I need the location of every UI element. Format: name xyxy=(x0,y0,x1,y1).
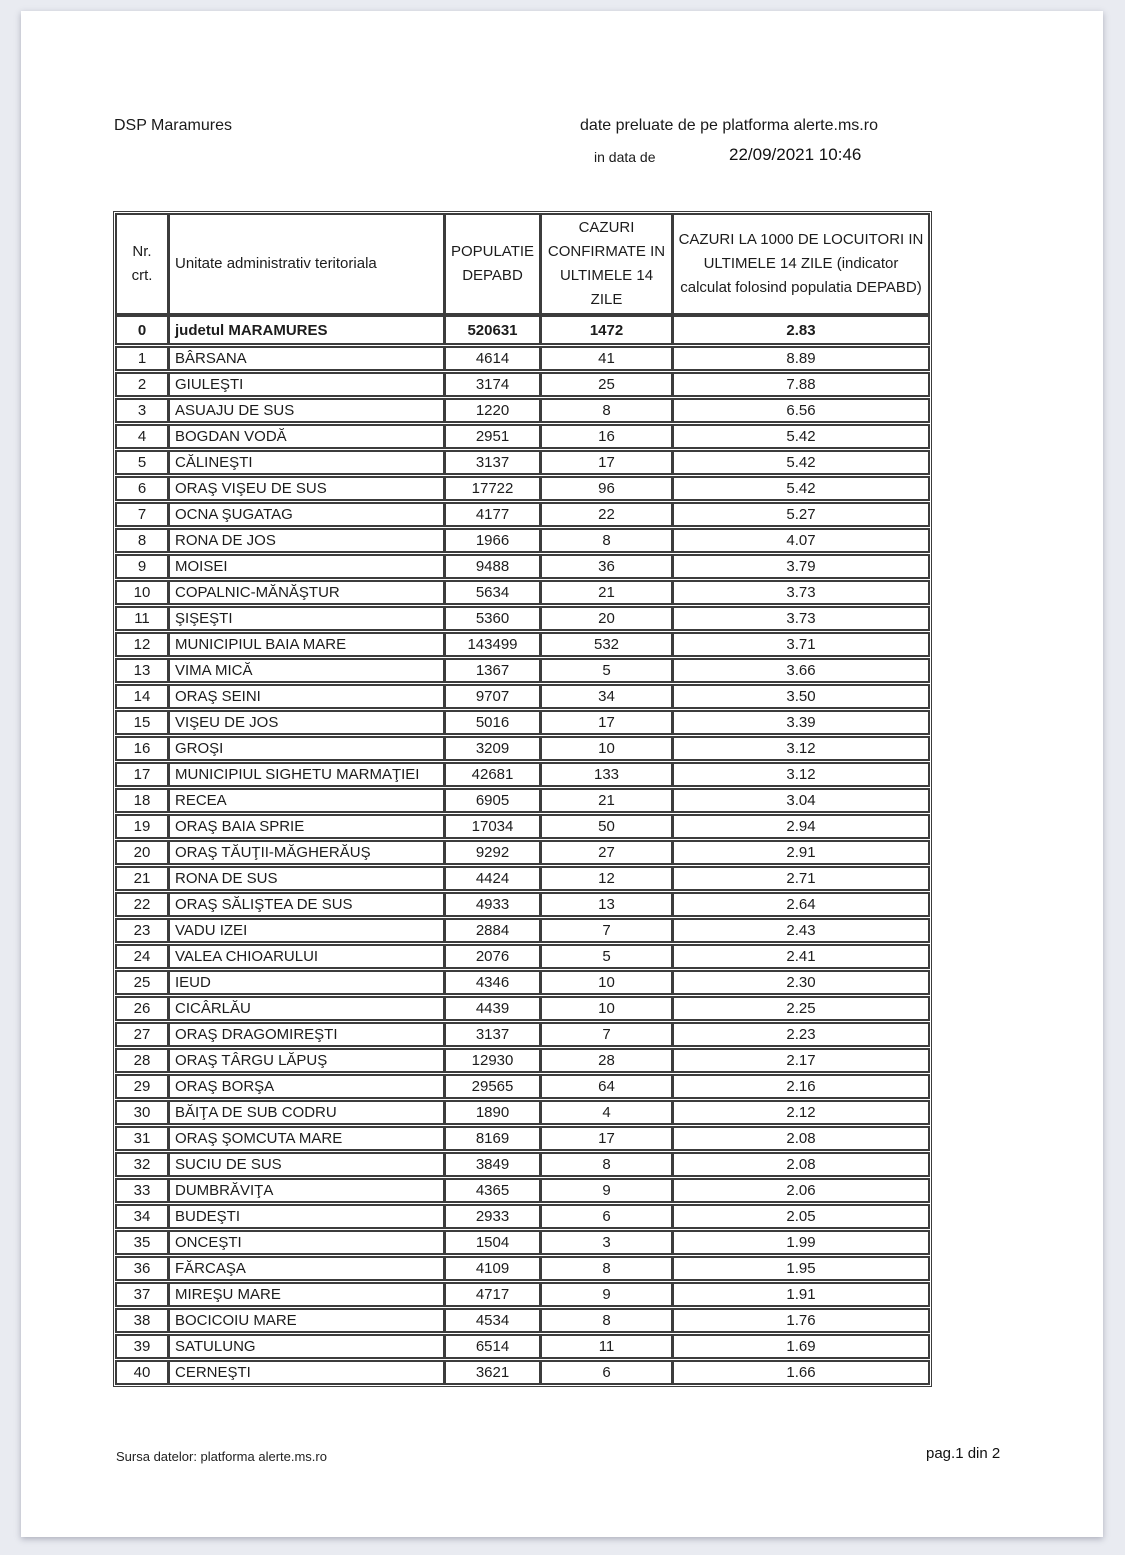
row-nr: 39 xyxy=(133,1338,151,1355)
row-rata: 3.04 xyxy=(671,790,928,811)
row-rata: 2.71 xyxy=(671,868,928,889)
row-rata: 3.71 xyxy=(671,634,928,655)
row-populatie: 6905 xyxy=(443,790,539,811)
row-rata: 3.50 xyxy=(671,686,928,707)
row-nr: 3 xyxy=(137,402,147,419)
row-nr: 11 xyxy=(134,610,150,627)
table-row xyxy=(115,918,930,943)
row-populatie: 4534 xyxy=(443,1310,539,1331)
row-cazuri: 28 xyxy=(539,1050,671,1071)
row-unitate: BOGDAN VODĂ xyxy=(167,426,443,447)
row-unitate: ORAŞ SEINI xyxy=(167,686,443,707)
table-row xyxy=(115,684,930,709)
row-rata: 7.88 xyxy=(671,374,928,395)
row-unitate: VIMA MICĂ xyxy=(167,660,443,681)
row-nr: 38 xyxy=(133,1312,151,1329)
row-populatie: 6514 xyxy=(443,1336,539,1357)
row-cazuri: 8 xyxy=(539,1310,671,1331)
row-unitate: RONA DE SUS xyxy=(167,868,443,889)
table-row xyxy=(115,424,930,449)
row-nr: 1 xyxy=(137,350,147,367)
document-page xyxy=(21,11,1103,1537)
row-nr: 6 xyxy=(137,480,147,497)
row-cazuri: 17 xyxy=(539,712,671,733)
row-rata: 2.43 xyxy=(671,920,928,941)
row-unitate: ŞIŞEŞTI xyxy=(167,608,443,629)
table-row xyxy=(115,1308,930,1333)
row-cazuri: 27 xyxy=(539,842,671,863)
header-cazuri-la-1000: CAZURI LA 1000 DE LOCUITORI IN ULTIMELE 14 ZILE (indicator calculat folosind populatia DEPABD) xyxy=(671,215,928,313)
row-nr: 13 xyxy=(133,662,151,679)
row-rata: 5.42 xyxy=(671,452,928,473)
row-unitate: ORAŞ BAIA SPRIE xyxy=(167,816,443,837)
row-unitate: CĂLINEŞTI xyxy=(167,452,443,473)
row-rata: 2.23 xyxy=(671,1024,928,1045)
table-row xyxy=(115,658,930,683)
table-row xyxy=(115,710,930,735)
row-rata: 4.07 xyxy=(671,530,928,551)
row-populatie: 1966 xyxy=(443,530,539,551)
row-populatie: 3137 xyxy=(443,452,539,473)
table-row xyxy=(115,606,930,631)
row-rata: 3.66 xyxy=(671,660,928,681)
row-unitate: ORAŞ ŞOMCUTA MARE xyxy=(167,1128,443,1149)
row-unitate: MIREŞU MARE xyxy=(167,1284,443,1305)
row-populatie: 3621 xyxy=(443,1362,539,1383)
row-nr: 15 xyxy=(133,714,151,731)
row-rata: 2.08 xyxy=(671,1154,928,1175)
table-row xyxy=(115,996,930,1021)
row-populatie: 5634 xyxy=(443,582,539,603)
row-cazuri: 41 xyxy=(539,348,671,369)
table-row xyxy=(115,528,930,553)
date-value: 22/09/2021 10:46 xyxy=(729,145,862,164)
row-populatie: 2076 xyxy=(443,946,539,967)
row-populatie: 9292 xyxy=(443,842,539,863)
table-row xyxy=(115,398,930,423)
row-cazuri: 96 xyxy=(539,478,671,499)
row-rata: 8.89 xyxy=(671,348,928,369)
row-unitate: BOCICOIU MARE xyxy=(167,1310,443,1331)
row-cazuri: 17 xyxy=(539,452,671,473)
row-unitate: judetul MARAMURES xyxy=(167,317,443,343)
date-label: in data de xyxy=(594,149,656,165)
row-nr: 9 xyxy=(137,558,147,575)
row-rata: 2.94 xyxy=(671,816,928,837)
table-row xyxy=(115,970,930,995)
row-unitate: ORAŞ BORŞA xyxy=(167,1076,443,1097)
row-cazuri: 1472 xyxy=(539,317,671,343)
row-cazuri: 7 xyxy=(539,920,671,941)
row-nr: 23 xyxy=(133,922,151,939)
row-nr: 31 xyxy=(133,1130,151,1147)
table-row xyxy=(115,1048,930,1073)
row-nr: 4 xyxy=(137,428,147,445)
row-cazuri: 11 xyxy=(539,1336,671,1357)
row-cazuri: 8 xyxy=(539,1258,671,1279)
table-row xyxy=(115,944,930,969)
row-cazuri: 8 xyxy=(539,530,671,551)
row-rata: 2.83 xyxy=(671,317,928,343)
row-cazuri: 13 xyxy=(539,894,671,915)
row-cazuri: 6 xyxy=(539,1206,671,1227)
row-unitate: ORAŞ TÂRGU LĂPUŞ xyxy=(167,1050,443,1071)
row-cazuri: 21 xyxy=(539,582,671,603)
row-unitate: ONCEŞTI xyxy=(167,1232,443,1253)
header-cazuri-confirmate: CAZURI CONFIRMATE IN ULTIMELE 14 ZILE xyxy=(539,215,671,313)
row-populatie: 143499 xyxy=(443,634,539,655)
row-rata: 1.69 xyxy=(671,1336,928,1357)
footer-source: Sursa datelor: platforma alerte.ms.ro xyxy=(116,1449,327,1464)
table-row xyxy=(115,632,930,657)
row-rata: 3.39 xyxy=(671,712,928,733)
header-unitate: Unitate administrativ teritoriala xyxy=(167,215,443,313)
row-unitate: IEUD xyxy=(167,972,443,993)
row-unitate: RECEA xyxy=(167,790,443,811)
row-cazuri: 10 xyxy=(539,738,671,759)
row-cazuri: 9 xyxy=(539,1284,671,1305)
row-populatie: 42681 xyxy=(443,764,539,785)
row-populatie: 4424 xyxy=(443,868,539,889)
row-nr: 16 xyxy=(133,740,151,757)
row-cazuri: 64 xyxy=(539,1076,671,1097)
row-unitate: ORAŞ TĂUŢII-MĂGHERĂUŞ xyxy=(167,842,443,863)
row-populatie: 3174 xyxy=(443,374,539,395)
row-unitate: SATULUNG xyxy=(167,1336,443,1357)
row-cazuri: 532 xyxy=(539,634,671,655)
table-header-row xyxy=(115,213,930,315)
row-populatie: 2933 xyxy=(443,1206,539,1227)
row-unitate: GIULEŞTI xyxy=(167,374,443,395)
row-unitate: ORAŞ VIŞEU DE SUS xyxy=(167,478,443,499)
row-nr: 18 xyxy=(133,792,151,809)
row-populatie: 4614 xyxy=(443,348,539,369)
row-unitate: DUMBRĂVIŢA xyxy=(167,1180,443,1201)
row-populatie: 29565 xyxy=(443,1076,539,1097)
row-rata: 3.12 xyxy=(671,764,928,785)
row-rata: 2.41 xyxy=(671,946,928,967)
row-nr: 27 xyxy=(133,1026,151,1043)
row-cazuri: 3 xyxy=(539,1232,671,1253)
row-populatie: 1220 xyxy=(443,400,539,421)
row-rata: 2.17 xyxy=(671,1050,928,1071)
row-unitate: VALEA CHIOARULUI xyxy=(167,946,443,967)
row-cazuri: 25 xyxy=(539,374,671,395)
row-populatie: 1367 xyxy=(443,660,539,681)
data-source-line: date preluate de pe platforma alerte.ms.ro xyxy=(580,117,878,134)
row-unitate: CICÂRLĂU xyxy=(167,998,443,1019)
row-populatie: 4177 xyxy=(443,504,539,525)
row-rata: 3.12 xyxy=(671,738,928,759)
row-nr: 34 xyxy=(133,1208,151,1225)
table-row xyxy=(115,315,930,345)
table-row xyxy=(115,450,930,475)
table-row xyxy=(115,1126,930,1151)
table-row xyxy=(115,1100,930,1125)
row-unitate: GROŞI xyxy=(167,738,443,759)
row-rata: 5.42 xyxy=(671,426,928,447)
table-row xyxy=(115,762,930,787)
row-nr: 5 xyxy=(137,454,147,471)
row-cazuri: 9 xyxy=(539,1180,671,1201)
row-populatie: 3209 xyxy=(443,738,539,759)
table-row xyxy=(115,1204,930,1229)
org-title: DSP Maramures xyxy=(114,117,232,134)
row-rata: 1.99 xyxy=(671,1232,928,1253)
table-body xyxy=(115,315,930,1385)
row-unitate: SUCIU DE SUS xyxy=(167,1154,443,1175)
table-row xyxy=(115,814,930,839)
table-row xyxy=(115,554,930,579)
footer-page-number: pag.1 din 2 xyxy=(926,1445,1001,1462)
row-nr: 32 xyxy=(133,1156,151,1173)
row-rata: 2.64 xyxy=(671,894,928,915)
row-unitate: RONA DE JOS xyxy=(167,530,443,551)
row-populatie: 3849 xyxy=(443,1154,539,1175)
row-populatie: 1890 xyxy=(443,1102,539,1123)
row-rata: 6.56 xyxy=(671,400,928,421)
row-unitate: CERNEŞTI xyxy=(167,1362,443,1383)
header-populatie: POPULATIE DEPABD xyxy=(443,215,539,313)
row-cazuri: 7 xyxy=(539,1024,671,1045)
row-unitate: MUNICIPIUL SIGHETU MARMAŢIEI xyxy=(167,764,443,785)
row-rata: 2.25 xyxy=(671,998,928,1019)
row-nr: 37 xyxy=(133,1286,151,1303)
row-populatie: 4439 xyxy=(443,998,539,1019)
row-nr: 0 xyxy=(137,321,147,339)
row-cazuri: 5 xyxy=(539,946,671,967)
row-populatie: 3137 xyxy=(443,1024,539,1045)
row-rata: 2.12 xyxy=(671,1102,928,1123)
row-unitate: OCNA ŞUGATAG xyxy=(167,504,443,525)
row-unitate: MOISEI xyxy=(167,556,443,577)
row-populatie: 17034 xyxy=(443,816,539,837)
row-populatie: 9707 xyxy=(443,686,539,707)
table-row xyxy=(115,1178,930,1203)
row-populatie: 8169 xyxy=(443,1128,539,1149)
date-line xyxy=(524,145,934,169)
row-populatie: 5016 xyxy=(443,712,539,733)
row-rata: 1.95 xyxy=(671,1258,928,1279)
table-row xyxy=(115,736,930,761)
row-cazuri: 8 xyxy=(539,400,671,421)
row-nr: 14 xyxy=(133,688,151,705)
row-populatie: 4109 xyxy=(443,1258,539,1279)
table-row xyxy=(115,1256,930,1281)
row-populatie: 520631 xyxy=(443,317,539,343)
row-rata: 2.05 xyxy=(671,1206,928,1227)
row-populatie: 2884 xyxy=(443,920,539,941)
row-unitate: VADU IZEI xyxy=(167,920,443,941)
row-populatie: 17722 xyxy=(443,478,539,499)
row-rata: 2.06 xyxy=(671,1180,928,1201)
row-rata: 3.79 xyxy=(671,556,928,577)
table-row xyxy=(115,1334,930,1359)
row-rata: 2.30 xyxy=(671,972,928,993)
row-nr: 26 xyxy=(133,1000,151,1017)
row-cazuri: 21 xyxy=(539,790,671,811)
row-cazuri: 10 xyxy=(539,972,671,993)
row-nr: 25 xyxy=(133,974,151,991)
row-cazuri: 34 xyxy=(539,686,671,707)
row-populatie: 4933 xyxy=(443,894,539,915)
row-nr: 30 xyxy=(133,1104,151,1121)
table-row xyxy=(115,840,930,865)
row-populatie: 4717 xyxy=(443,1284,539,1305)
row-nr: 2 xyxy=(137,376,147,393)
row-unitate: ORAŞ DRAGOMIREŞTI xyxy=(167,1024,443,1045)
table-row xyxy=(115,866,930,891)
table-row xyxy=(115,372,930,397)
row-unitate: BÂRSANA xyxy=(167,348,443,369)
row-cazuri: 10 xyxy=(539,998,671,1019)
row-nr: 8 xyxy=(137,532,147,549)
row-nr: 19 xyxy=(133,818,151,835)
row-cazuri: 36 xyxy=(539,556,671,577)
row-unitate: FĂRCAŞA xyxy=(167,1258,443,1279)
row-populatie: 4365 xyxy=(443,1180,539,1201)
row-rata: 5.27 xyxy=(671,504,928,525)
row-cazuri: 20 xyxy=(539,608,671,629)
table-row xyxy=(115,892,930,917)
row-nr: 10 xyxy=(133,584,151,601)
table-row xyxy=(115,1230,930,1255)
row-cazuri: 8 xyxy=(539,1154,671,1175)
row-nr: 12 xyxy=(133,636,151,653)
row-nr: 24 xyxy=(133,948,151,965)
table-row xyxy=(115,502,930,527)
table-row xyxy=(115,1360,930,1385)
row-populatie: 1504 xyxy=(443,1232,539,1253)
table-row xyxy=(115,1282,930,1307)
row-nr: 28 xyxy=(133,1052,151,1069)
row-rata: 3.73 xyxy=(671,608,928,629)
row-rata: 1.91 xyxy=(671,1284,928,1305)
row-nr: 20 xyxy=(133,844,151,861)
row-rata: 2.16 xyxy=(671,1076,928,1097)
row-unitate: VIŞEU DE JOS xyxy=(167,712,443,733)
row-populatie: 2951 xyxy=(443,426,539,447)
row-unitate: MUNICIPIUL BAIA MARE xyxy=(167,634,443,655)
row-nr: 17 xyxy=(133,766,151,783)
table-row xyxy=(115,1022,930,1047)
row-nr: 21 xyxy=(133,870,151,887)
row-unitate: BUDEŞTI xyxy=(167,1206,443,1227)
row-nr: 33 xyxy=(133,1182,151,1199)
row-populatie: 4346 xyxy=(443,972,539,993)
row-rata: 5.42 xyxy=(671,478,928,499)
row-rata: 1.66 xyxy=(671,1362,928,1383)
row-cazuri: 6 xyxy=(539,1362,671,1383)
row-cazuri: 133 xyxy=(539,764,671,785)
row-cazuri: 16 xyxy=(539,426,671,447)
row-nr: 7 xyxy=(137,506,147,523)
row-nr: 35 xyxy=(133,1234,151,1251)
row-cazuri: 50 xyxy=(539,816,671,837)
row-nr: 22 xyxy=(133,896,151,913)
row-rata: 1.76 xyxy=(671,1310,928,1331)
table-row xyxy=(115,476,930,501)
cases-table xyxy=(113,211,932,1387)
row-populatie: 12930 xyxy=(443,1050,539,1071)
row-populatie: 9488 xyxy=(443,556,539,577)
row-cazuri: 12 xyxy=(539,868,671,889)
row-nr: 36 xyxy=(133,1260,151,1277)
row-cazuri: 17 xyxy=(539,1128,671,1149)
table-row xyxy=(115,346,930,371)
header-nr-crt: Nr. crt. xyxy=(131,243,153,284)
table-row xyxy=(115,580,930,605)
row-populatie: 5360 xyxy=(443,608,539,629)
row-nr: 29 xyxy=(133,1078,151,1095)
row-rata: 3.73 xyxy=(671,582,928,603)
row-unitate: ASUAJU DE SUS xyxy=(167,400,443,421)
row-unitate: COPALNIC-MĂNĂŞTUR xyxy=(167,582,443,603)
row-cazuri: 4 xyxy=(539,1102,671,1123)
table-row xyxy=(115,1074,930,1099)
row-rata: 2.91 xyxy=(671,842,928,863)
row-unitate: ORAŞ SĂLIŞTEA DE SUS xyxy=(167,894,443,915)
table-row xyxy=(115,1152,930,1177)
row-rata: 2.08 xyxy=(671,1128,928,1149)
row-cazuri: 5 xyxy=(539,660,671,681)
table-row xyxy=(115,788,930,813)
row-nr: 40 xyxy=(133,1364,151,1381)
row-unitate: BĂIŢA DE SUB CODRU xyxy=(167,1102,443,1123)
row-cazuri: 22 xyxy=(539,504,671,525)
